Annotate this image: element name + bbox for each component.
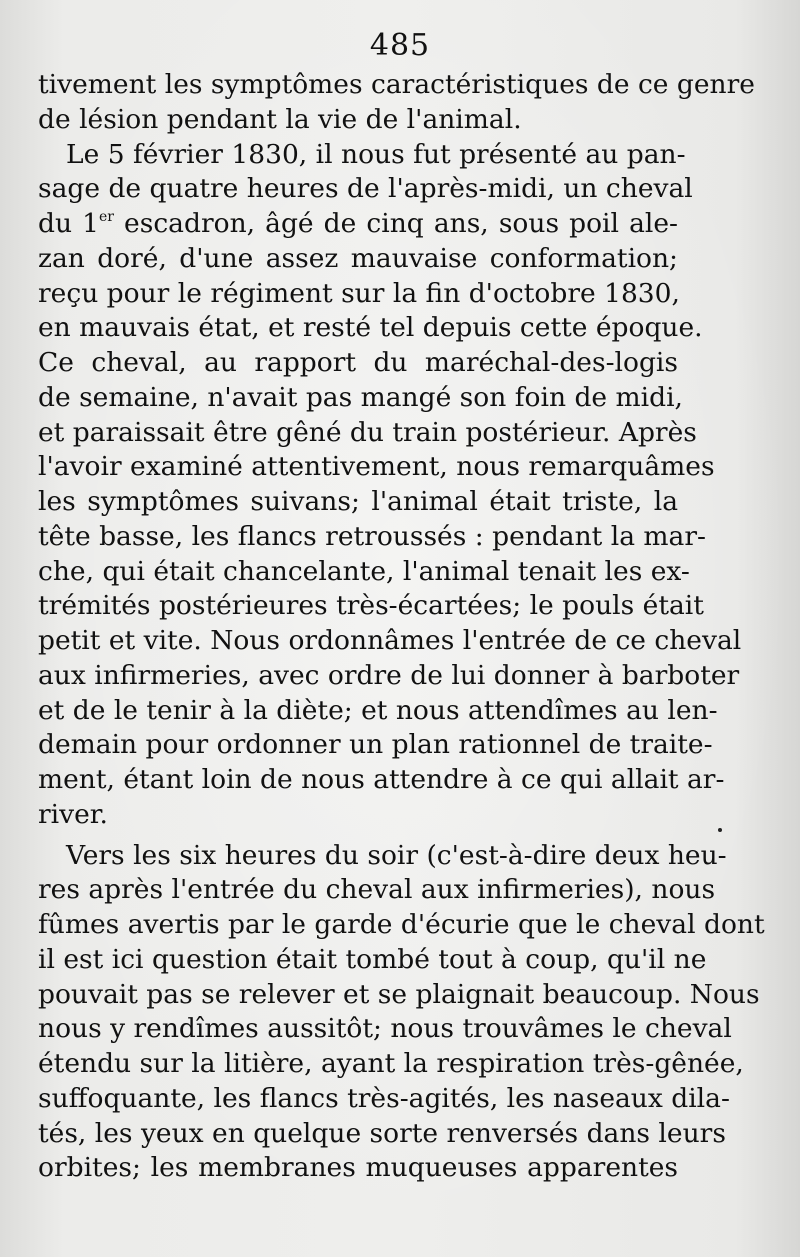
text-line: tivement les symptômes caractéristiques de ce genre (38, 69, 755, 100)
text-line: sage de quatre heures de l'après-midi, un cheval (38, 173, 693, 205)
text-line: et de le tenir à la diète; et nous attendîmes au len- (38, 694, 718, 726)
text-line: aux infirmeries, avec ordre de lui donner à barboter (38, 659, 740, 691)
text-line: en mauvais état, et resté tel depuis cette époque. (38, 312, 703, 344)
text-line: étendu sur la litière, ayant la respiration très-gênée, (38, 1048, 744, 1079)
text-line: che, qui était chancelante, l'animal tenait les ex- (38, 555, 690, 587)
text-line: petit et vite. Nous ordonnâmes l'entrée de ce cheval (38, 625, 742, 656)
text-line: demain pour ordonner un plan rationnel de traite- (38, 729, 713, 761)
text-line: zan doré, d'une assez mauvaise conformation; (38, 242, 678, 274)
text-line: du 1er escadron, âgé de cinq ans, sous poil ale- (38, 208, 678, 239)
text-line: Vers les six heures du soir (c'est-à-dire deux heu- (66, 839, 727, 871)
text-line: l'avoir examiné attentivement, nous remarquâmes (38, 451, 715, 483)
text-line: reçu pour le régiment sur la fin d'octobre 1830, (38, 277, 680, 309)
text-line: Ce cheval, au rapport du maréchal-des-logis (38, 347, 678, 378)
text-line: orbites; les membranes muqueuses apparentes (38, 1152, 678, 1184)
text-line: res après l'entrée du cheval aux infirmeries), nous (38, 874, 716, 906)
text-line: suffoquante, les flancs très-agités, les naseaux dila- (38, 1082, 730, 1114)
text-line: de semaine, n'avait pas mangé son foin de midi, (38, 381, 683, 413)
text-line: Le 5 février 1830, il nous fut présenté au pan- (66, 138, 686, 170)
text-line: tête basse, les flancs retroussés : pendant la mar- (38, 520, 706, 552)
text-line: nous y rendîmes aussitôt; nous trouvâmes le cheval (38, 1013, 732, 1045)
text-line: ment, étant loin de nous attendre à ce qui allait ar- (38, 764, 725, 795)
text-line: fûmes avertis par le garde d'écurie que le cheval dont (38, 909, 765, 940)
text-line: trémités postérieures très-écartées; le pouls était (38, 590, 704, 622)
text-line: pouvait pas se relever et se plaignait beaucoup. Nous (38, 978, 760, 1010)
body-text (38, 68, 765, 1186)
text-line: les symptômes suivans; l'animal était triste, la (38, 486, 678, 517)
text-line: il est ici question était tombé tout à coup, qu'il ne (38, 943, 707, 975)
page-number: 485 (369, 28, 431, 63)
ink-speck (718, 828, 722, 832)
text-line: tés, les yeux en quelque sorte renversés dans leurs (38, 1117, 726, 1149)
line-rest: escadron, âgé de cinq ans, sous poil ale- (113, 208, 678, 239)
text-line: river. (38, 798, 108, 830)
text-line: de lésion pendant la vie de l'animal. (38, 103, 522, 135)
text-line: et paraissait être gêné du train postérieur. Après (38, 416, 697, 448)
superscript: er (98, 209, 114, 225)
